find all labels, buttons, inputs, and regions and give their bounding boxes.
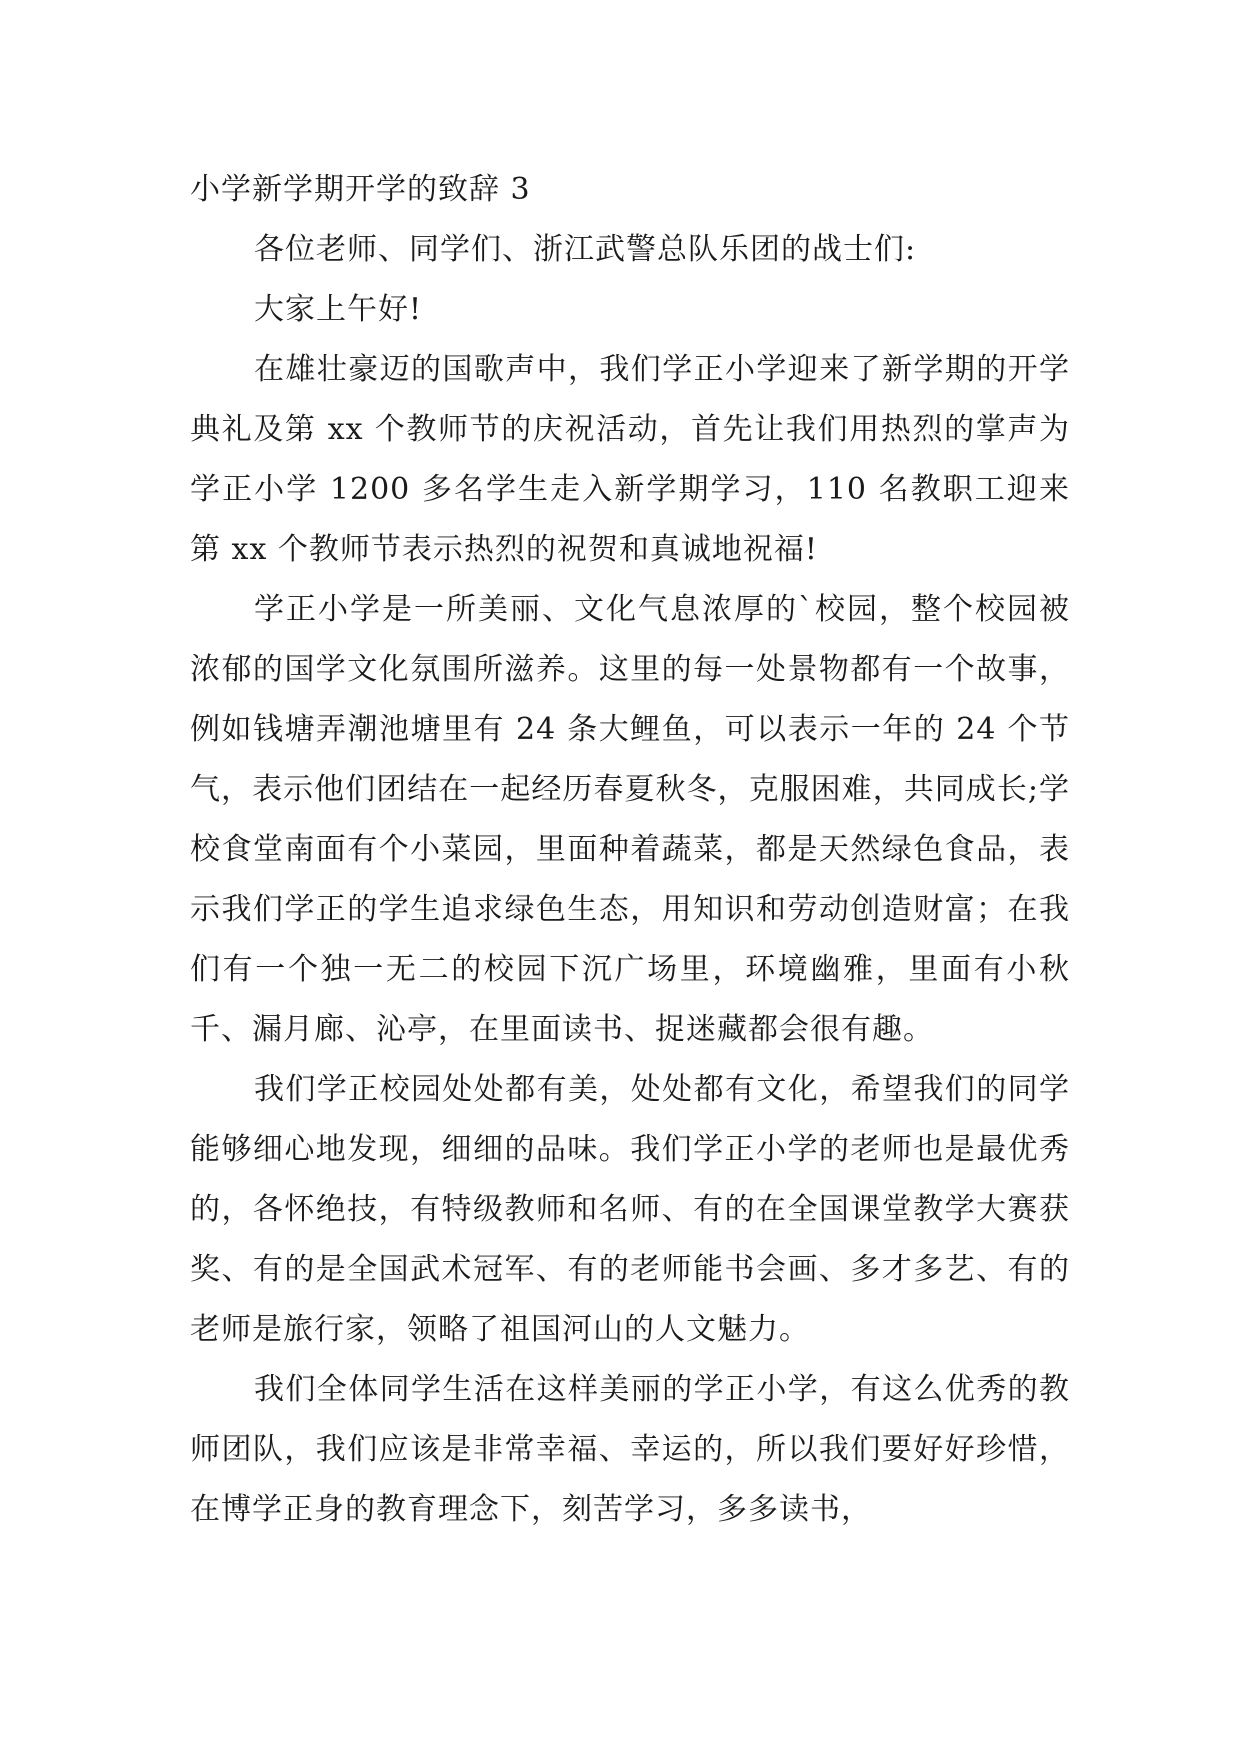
- greeting: 大家上午好!: [254, 292, 423, 327]
- salutation: 各位老师、同学们、浙江武警总队乐团的战士们:: [254, 232, 917, 267]
- document-body: [190, 160, 1070, 1540]
- paragraph-teachers: 我们学正校园处处都有美，处处都有文化，希望我们的同学能够细心地发现，细细的品味。我们学正小学的老师也是最优秀的，各怀绝技，有特级教师和名师、有的在全国课堂教学大赛获奖、有的是全国武术冠军、有的老师能书会画、多才多艺、有的老师是旅行家，领略了祖国河山的人文魅力。: [190, 1072, 1070, 1347]
- document-title: 小学新学期开学的致辞 3: [190, 172, 531, 207]
- paragraph-campus: 学正小学是一所美丽、文化气息浓厚的`校园，整个校园被浓郁的国学文化氛围所滋养。这里的每一处景物都有一个故事，例如钱塘弄潮池塘里有 24 条大鲤鱼，可以表示一年的 24 个节气，表示他们团结在一起经历春夏秋冬，克服困难，共同成长;学校食堂南面有个小菜园，里面种着蔬菜，都是天然绿色食品，表示我们学正的学生追求绿色生态，用知识和劳动创造财富；在我们有一个独一无二的校园下沉广场里，环境幽雅，里面有小秋千、漏月廊、沁亭，在里面读书、捉迷藏都会很有趣。: [190, 592, 1070, 1047]
- paragraph-cherish: 我们全体同学生活在这样美丽的学正小学，有这么优秀的教师团队，我们应该是非常幸福、幸运的，所以我们要好好珍惜，在博学正身的教育理念下，刻苦学习，多多读书，: [190, 1372, 1070, 1527]
- paragraph-opening: 在雄壮豪迈的国歌声中，我们学正小学迎来了新学期的开学典礼及第 xx 个教师节的庆祝活动，首先让我们用热烈的掌声为学正小学 1200 多名学生走入新学期学习，110 名教职工迎来第 xx 个教师节表示热烈的祝贺和真诚地祝福!: [190, 352, 1070, 567]
